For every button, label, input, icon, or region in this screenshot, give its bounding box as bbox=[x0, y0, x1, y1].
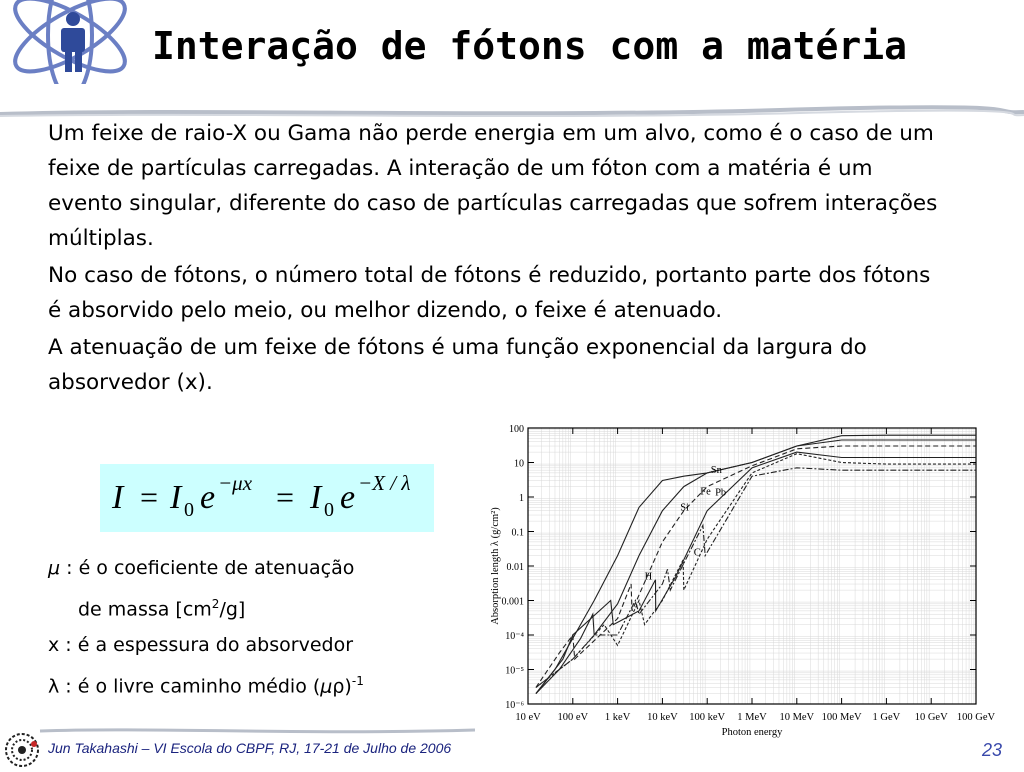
x-tick-label: 1 GeV bbox=[872, 712, 901, 723]
series-line-fe bbox=[536, 452, 976, 693]
def-mu-units: de massa $[cm^2/g]$ bbox=[78, 597, 246, 621]
formula-I0: I bbox=[170, 479, 182, 516]
x-tick-label: 100 keV bbox=[689, 712, 726, 723]
formula-exponent-1: −μx bbox=[218, 471, 253, 495]
paragraph-1: Um feixe de raio-X ou Gama não perde energia em um alvo, como é o caso de um feixe de partículas carregadas. A interação de um fóton com a matéria é um evento singular, diferente do caso de partículas carregadas que sofrem interações múltiplas. bbox=[48, 121, 938, 251]
y-tick-label: 1 bbox=[519, 493, 524, 504]
page-title: Interação de fótons com a matéria bbox=[152, 24, 907, 68]
formula-equals-2: = bbox=[276, 479, 295, 515]
y-tick-label: 0.001 bbox=[501, 596, 524, 608]
formula-equals-1: = bbox=[140, 479, 159, 515]
def-x: x : é a espessura do absorvedor bbox=[48, 634, 354, 657]
series-label-fe: Fe bbox=[700, 486, 711, 498]
paragraph-2: No caso de fótons, o número total de fótons é reduzido, portanto parte dos fótons é absorvido pelo meio, ou melhor dizendo, o feixe é atenuado. bbox=[48, 263, 931, 323]
x-tick-label: 100 eV bbox=[557, 712, 589, 723]
series-label-pb: Pb bbox=[715, 487, 727, 499]
x-tick-label: 10 eV bbox=[515, 712, 541, 723]
formula-exponent-2: −X / λ bbox=[358, 471, 411, 495]
series-label-si: Si bbox=[680, 502, 689, 514]
series-label-c: C bbox=[693, 547, 701, 559]
series-line-h bbox=[536, 435, 976, 693]
series-line-sn bbox=[536, 454, 976, 688]
paragraph-3: A atenuação de um feixe de fótons é uma função exponencial da largura do absorvedor (x). bbox=[48, 335, 867, 395]
x-tick-label: 1 MeV bbox=[737, 712, 767, 723]
absorption-length-chart bbox=[486, 418, 996, 740]
y-tick-label: 10⁻⁵ bbox=[505, 665, 524, 677]
institute-logo bbox=[0, 0, 140, 84]
body-text bbox=[48, 116, 948, 402]
formula-I0b: I bbox=[310, 479, 322, 516]
y-tick-label: 0.1 bbox=[511, 527, 524, 539]
x-tick-label: 100 GeV bbox=[956, 712, 996, 723]
x-tick-label: 100 MeV bbox=[821, 712, 862, 723]
formula-I: I bbox=[112, 479, 124, 516]
series-label-h: H bbox=[644, 571, 653, 583]
y-tick-label: 0.01 bbox=[506, 562, 524, 573]
definitions bbox=[48, 550, 364, 705]
formula-sub-0: 0 bbox=[184, 499, 194, 521]
attenuation-formula bbox=[100, 464, 434, 532]
x-tick-label: 1 keV bbox=[604, 712, 631, 723]
y-axis-label: Absorption length λ (g/cm²) bbox=[490, 507, 501, 625]
formula-e: e bbox=[200, 479, 216, 516]
def-mu: μ : é o coeficiente de atenuação bbox=[48, 557, 355, 579]
series-line-pb bbox=[536, 468, 976, 688]
formula-e2: e bbox=[340, 479, 356, 516]
series-line-si bbox=[536, 446, 976, 688]
series-line-c bbox=[536, 440, 976, 694]
y-tick-label: 10⁻⁶ bbox=[505, 700, 524, 711]
x-tick-label: 10 MeV bbox=[779, 712, 815, 723]
footer-divider bbox=[0, 722, 475, 734]
plot-frame bbox=[528, 428, 976, 704]
x-tick-label: 10 GeV bbox=[914, 712, 948, 723]
def-lambda: λ : é o livre caminho médio $(\mu\rho)^{-1}$ bbox=[48, 674, 364, 698]
x-axis-label: Photon energy bbox=[721, 727, 783, 738]
y-tick-label: 100 bbox=[509, 424, 524, 435]
footer-logo-icon bbox=[0, 726, 44, 768]
formula-sub-0b: 0 bbox=[324, 499, 334, 521]
y-tick-label: 10⁻⁴ bbox=[505, 631, 524, 642]
y-tick-label: 10 bbox=[514, 458, 524, 470]
page-number: 23 bbox=[982, 740, 1003, 760]
series-label-sn: Sn bbox=[710, 464, 722, 476]
footer-text: Jun Takahashi – VI Escola do CBPF, RJ, 17-21 de Julho de 2006 bbox=[48, 740, 452, 756]
x-tick-label: 10 keV bbox=[647, 712, 678, 723]
